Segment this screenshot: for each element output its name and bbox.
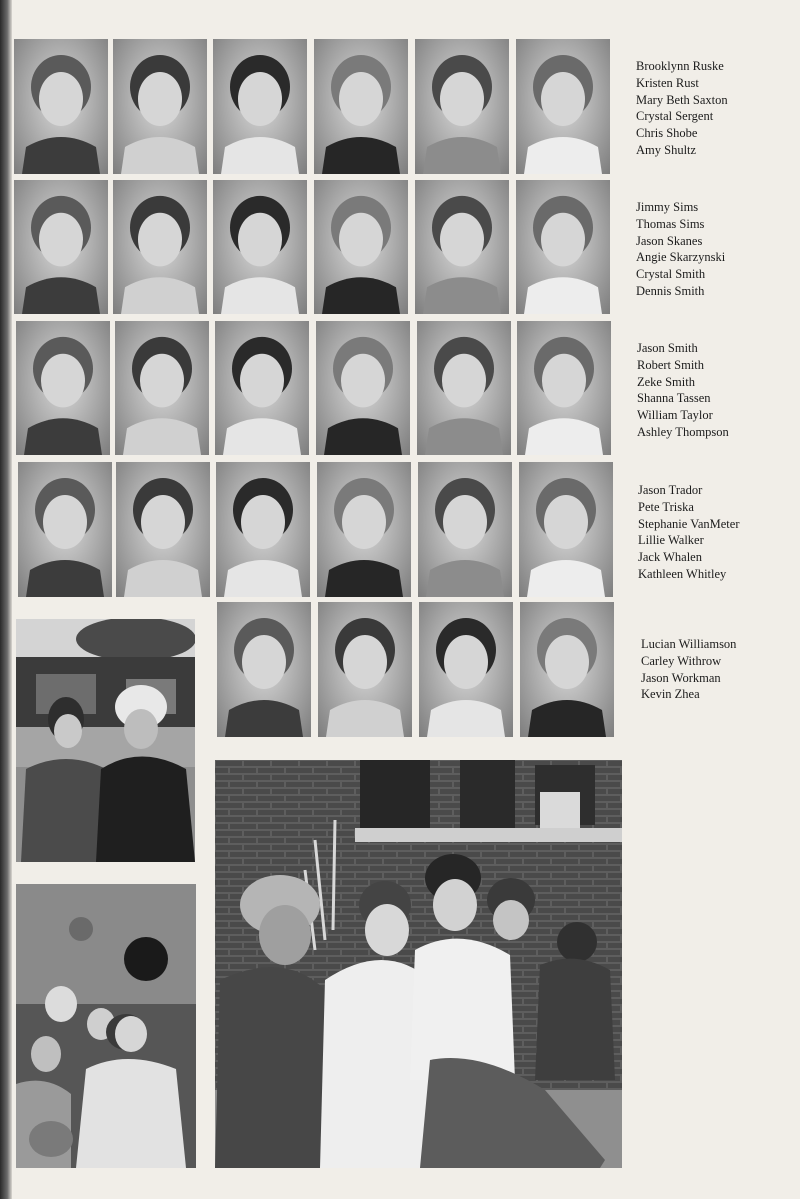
student-name: Robert Smith [637,357,705,372]
student-portrait [419,602,513,737]
student-name: Jason Skanes [636,233,703,248]
name-list-row-5 [641,636,736,703]
student-name: Jason Smith [637,341,698,355]
student-name: Lillie Walker [638,533,704,548]
student-portrait [113,39,207,174]
student-portrait [14,39,108,174]
student-name: Shanna Tassen [637,391,711,406]
student-name: Pete Triska [638,499,694,514]
student-portrait [16,321,110,455]
student-portrait [213,180,307,314]
student-portrait [318,602,412,737]
student-name: Crystal Smith [636,267,706,282]
student-portrait [516,39,610,174]
student-name: Thomas Sims [636,216,705,231]
student-name: Chris Shobe [636,126,698,141]
student-name: Amy Shultz [636,142,697,157]
student-name: Jimmy Sims [636,200,699,214]
page-spine-shadow [0,0,12,1199]
student-name: Zeke Smith [637,374,695,389]
student-name: Kristen Rust [636,75,699,90]
student-portrait [415,180,509,314]
student-name: Jack Whalen [638,550,702,565]
student-name: Kevin Zhea [641,687,700,702]
name-list-row-1 [636,58,728,159]
student-name: Angie Skarzynski [636,250,726,265]
student-name: Lucian Williamson [641,637,737,651]
student-portrait [417,321,511,455]
student-portrait [316,321,410,455]
student-portrait [317,462,411,597]
student-name: Jason Trador [638,483,703,497]
student-name: Jason Workman [641,670,721,685]
student-portrait [314,39,408,174]
student-portrait [113,180,207,314]
name-list-row-4 [638,482,739,583]
student-portrait [517,321,611,455]
student-portrait [520,602,614,737]
student-portrait [415,39,509,174]
student-portrait [418,462,512,597]
student-name: Brooklynn Ruske [636,59,724,73]
student-portrait [14,180,108,314]
student-portrait [516,180,610,314]
student-portrait [116,462,210,597]
student-name: William Taylor [637,408,713,423]
student-portrait [213,39,307,174]
student-portrait [217,602,311,737]
student-name: Crystal Sergent [636,109,714,124]
student-name: Kathleen Whitley [638,566,727,581]
student-name: Carley Withrow [641,653,722,668]
name-list-row-2 [636,199,725,300]
student-name: Mary Beth Saxton [636,92,728,107]
student-portrait [115,321,209,455]
student-name: Stephanie VanMeter [638,516,740,531]
student-portrait [216,462,310,597]
name-list-row-3 [637,340,729,441]
student-name: Ashley Thompson [637,424,729,439]
student-portrait [314,180,408,314]
candid-photo-assembly [16,884,196,1168]
student-portrait [519,462,613,597]
student-name: Dennis Smith [636,283,705,298]
student-portrait [215,321,309,455]
student-portrait [18,462,112,597]
candid-photo-group-brick-wall [215,760,622,1168]
candid-photo-two-students [16,619,195,862]
